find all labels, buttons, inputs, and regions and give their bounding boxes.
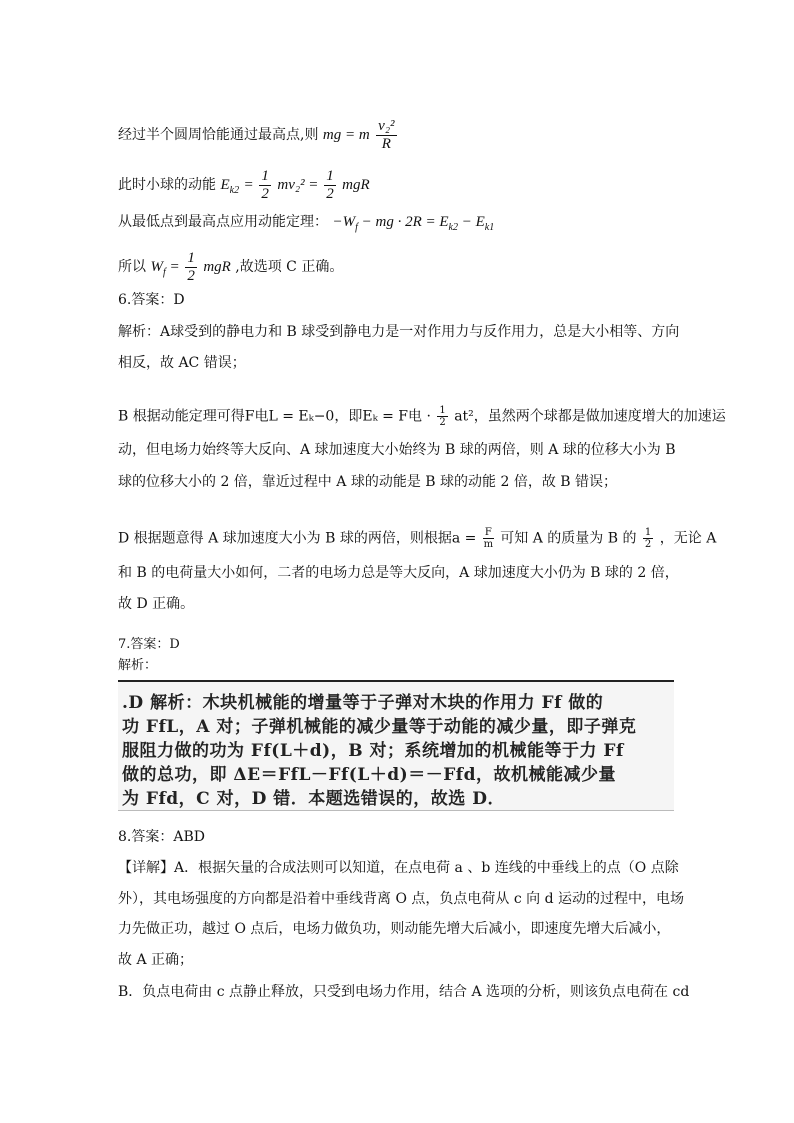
scan-line-2: 功 FfL，A 对；子弹机械能的减少量等于动能的减少量，即子弹克 xyxy=(122,717,637,737)
detail-8-line-1: 【详解】A．根据矢量的合成法则可以知道，在点电荷 a 、b 连线的中垂线上的点（O 点除 xyxy=(118,860,679,876)
analysis-6-line-2: 相反，故 AC 错误； xyxy=(118,355,246,371)
denominator: 2 xyxy=(439,417,446,428)
detail-8-line-2: 外），其电场强度的方向都是沿着中垂线背离 O 点，负点电荷从 c 向 d 运动的过程中，电场 xyxy=(118,891,684,907)
scan-line-5: 为 Ffd，C 对，D 错．本题选错误的，故选 D． xyxy=(122,789,505,809)
part: − mg · 2R = E xyxy=(357,214,449,230)
analysis-7-label: 解析： xyxy=(118,658,158,673)
detail-8-line-5: B．负点电荷由 c 点静止释放，只受到电场力作用，结合 A 选项的分析，则该负点电荷在 cd xyxy=(118,984,690,1000)
part: − E xyxy=(457,214,485,230)
numerator: 1 xyxy=(644,527,652,538)
formula-line-3 xyxy=(118,215,494,233)
symbol: W xyxy=(150,259,163,275)
fraction xyxy=(643,527,653,550)
analysis-6-line-6 xyxy=(118,527,716,550)
text: B 根据动能定理可得F电L = Eₖ−0，即Eₖ = F电 · xyxy=(118,408,436,425)
numerator: 1 xyxy=(261,168,269,184)
text: 从最低点到最高点应用动能定理： xyxy=(118,214,328,230)
text: ,故选项 C 正确。 xyxy=(235,259,344,275)
text: at²，虽然两个球都是做加速度增大的加速运 xyxy=(454,408,726,425)
analysis-6-line-1: 解析：A球受到的静电力和 B 球受到静电力是一对作用力与反作用力，总是大小相等、方向 xyxy=(118,324,680,340)
analysis-6-line-3 xyxy=(118,405,726,428)
fraction xyxy=(437,405,447,428)
subscript: f xyxy=(355,222,358,233)
math: mgR xyxy=(203,259,231,275)
math: mg = m xyxy=(322,127,370,143)
subscript: f xyxy=(162,267,166,278)
formula-line-4 xyxy=(118,250,343,284)
subscript: k2 xyxy=(448,222,458,233)
text: D 根据题意得 A 球加速度大小为 B 球的两倍，则根据a = xyxy=(118,530,481,547)
part: −W xyxy=(332,214,356,230)
analysis-6-line-5: 球的位移大小的 2 倍，靠近过程中 A 球的动能是 B 球的动能 2 倍，故 B 错误； xyxy=(118,474,618,490)
formula-line-1 xyxy=(118,118,399,152)
math: mv₂² = xyxy=(277,177,323,193)
subscript: k1 xyxy=(484,222,495,233)
numerator: 1 xyxy=(326,168,334,184)
formula-line-2 xyxy=(118,168,370,202)
analysis-6-line-8: 故 D 正确。 xyxy=(118,596,195,612)
numerator: 1 xyxy=(439,405,446,416)
scan-line-3: 服阻力做的功为 Ff(L＋d)，B 对；系统增加的机械能等于力 Ff xyxy=(122,741,624,761)
subscript: k2 xyxy=(229,185,240,196)
analysis-6-line-7: 和 B 的电荷量大小如何，二者的电场力总是等大反向，A 球加速度大小仍为 B 球的 2 倍， xyxy=(118,565,679,581)
denominator: R xyxy=(381,135,391,152)
denominator: 2 xyxy=(187,267,195,284)
equals: = xyxy=(165,259,184,275)
text: 此时小球的动能 xyxy=(118,177,216,193)
denominator: m xyxy=(483,539,494,550)
denominator: 2 xyxy=(261,185,269,202)
fraction xyxy=(185,250,197,284)
denominator: 2 xyxy=(326,185,334,202)
denominator: 2 xyxy=(644,539,652,550)
text: 所以 xyxy=(118,259,146,275)
fraction xyxy=(483,527,494,550)
equals: = xyxy=(243,177,258,193)
detail-8-line-3: 力先做正功，越过 O 点后，电场力做负功，则动能先增大后减小，即速度先增大后减小， xyxy=(118,921,671,937)
fraction xyxy=(376,118,396,152)
text: 可知 A 的质量为 B 的 xyxy=(500,530,637,547)
fraction xyxy=(324,168,336,202)
math-ek xyxy=(220,177,240,196)
answer-8: 8.答案：ABD xyxy=(118,829,205,845)
numerator: 1 xyxy=(187,250,195,266)
text: 经过半个圆周恰能通过最高点,则 xyxy=(118,127,319,143)
symbol: E xyxy=(220,177,230,193)
text: ，无论 A xyxy=(659,530,717,547)
numerator: F xyxy=(484,527,492,538)
math: mgR xyxy=(342,177,370,193)
math xyxy=(150,259,184,278)
scan-line-1: .D 解析：木块机械能的增量等于子弹对木块的作用力 Ff 做的 xyxy=(122,693,604,713)
math xyxy=(332,214,495,233)
answer-7: 7.答案：D xyxy=(118,637,180,652)
numerator: v₂² xyxy=(378,118,395,134)
fraction xyxy=(259,168,271,202)
scanned-solution-image xyxy=(118,680,674,811)
detail-8-line-4: 故 A 正确； xyxy=(118,952,194,968)
analysis-6-line-4: 动，但电场力始终等大反向、A 球加速度大小始终为 B 球的两倍，则 A 球的位移大小为 B xyxy=(118,442,676,458)
answer-6: 6.答案：D xyxy=(118,292,185,308)
scan-line-4: 做的总功，即 ΔE＝FfL－Ff(L＋d)＝－Ffd，故机械能减少量 xyxy=(122,765,616,785)
